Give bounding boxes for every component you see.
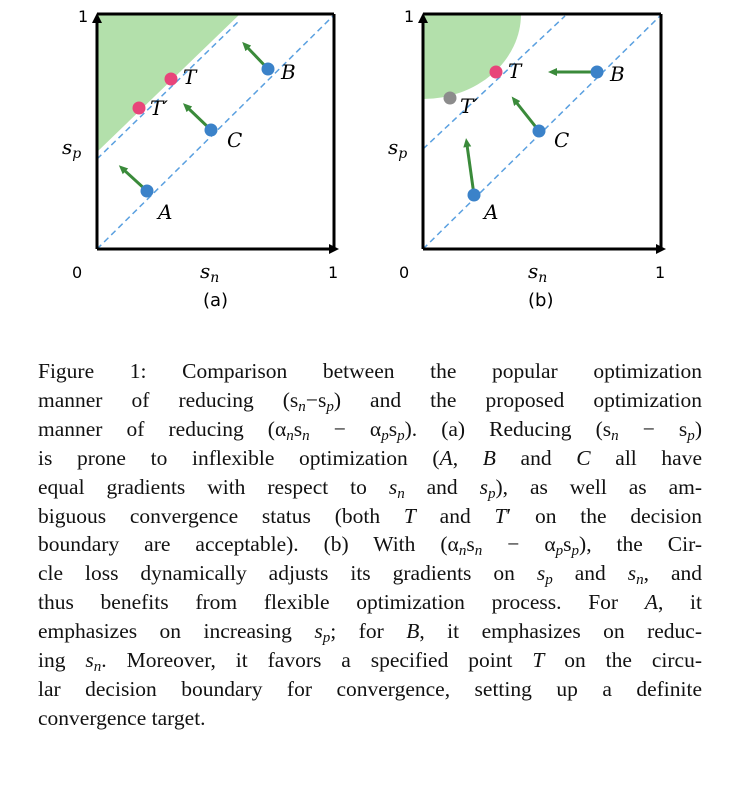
- panel-a-label-t-prime: T′: [150, 96, 168, 120]
- panel-a-label-a: A: [158, 200, 173, 224]
- panel-a-label-t: T: [183, 65, 197, 89]
- panel-a-caption-label: (a): [203, 290, 229, 311]
- caption-line: cle loss dynamically adjusts its gradients on $s_p$ and $s_n$, and: [38, 561, 703, 589]
- panel-b-label-b: B: [610, 62, 625, 86]
- panel-b-caption-label: (b): [528, 290, 554, 311]
- caption-line: ing $s_n$. Moreover, it favors a specified point T on the circu-: [38, 648, 702, 675]
- panel-b-point-a: [468, 189, 481, 202]
- panel-a-point-t: [165, 73, 178, 86]
- caption-line: Figure 1: Comparison between the popular optimization: [38, 359, 702, 383]
- panel-a: [62, 7, 338, 311]
- caption-line: convergence target.: [38, 705, 206, 730]
- panel-b-label-t: T: [508, 59, 522, 83]
- panel-a-y-axis-label: $s_p$: [62, 135, 82, 162]
- panel-b-origin-label: 0: [399, 263, 410, 282]
- panel-b-label-a: A: [484, 200, 499, 224]
- caption-line: manner of reducing $(\alpha_ns_n - \alpha_ps_p)$. (a) Reducing $(s_n - s_p)$: [38, 416, 702, 444]
- panel-a-label-b: B: [281, 60, 296, 84]
- caption-line: boundary are acceptable). (b) With $(\alpha_ns_n - \alpha_ps_p)$, the Cir-: [38, 532, 703, 560]
- panel-b-point-b: [591, 66, 604, 79]
- panel-a-point-a: [141, 185, 154, 198]
- panel-b-label-c: C: [554, 128, 570, 152]
- caption-line: thus benefits from flexible optimization process. For A, it: [38, 590, 702, 615]
- panel-a-label-c: C: [227, 128, 243, 152]
- panel-a-point-c: [205, 124, 218, 137]
- figure-diagrams: [0, 0, 737, 330]
- panel-a-x-max-label: 1: [328, 263, 339, 282]
- panel-a-origin-label: 0: [72, 263, 83, 282]
- panel-b-y-max-label: 1: [404, 7, 415, 26]
- panel-b-arrow-a: [467, 145, 474, 195]
- figure-caption: [38, 357, 702, 733]
- panel-b-label-t-prime: T′: [460, 94, 478, 118]
- caption-line: equal gradients with respect to $s_n$ and $s_p$), as well as am-: [38, 474, 702, 502]
- panel-a-point-b: [262, 63, 275, 76]
- panel-b-acceptance-region: [423, 14, 521, 99]
- panel-a-y-max-label: 1: [78, 7, 89, 26]
- panel-a-x-axis-label: $s_n$: [200, 259, 220, 286]
- panel-b-point-t-prime: [444, 92, 457, 105]
- panel-b-point-t: [490, 66, 503, 79]
- caption-line: emphasizes on increasing $s_p$; for B, it emphasizes on reduc-: [38, 619, 703, 646]
- panel-b: [388, 7, 665, 311]
- panel-b-x-axis-label: $s_n$: [528, 259, 548, 286]
- panel-b-y-axis-label: $s_p$: [388, 135, 408, 162]
- caption-line: biguous convergence status (both T and T′ on the decision: [38, 503, 703, 528]
- panel-a-point-t-prime: [133, 102, 146, 115]
- caption-line: lar decision boundary for convergence, setting up a definite: [38, 676, 702, 701]
- caption-line: is prone to inflexible optimization (A, B and C all have: [38, 445, 703, 470]
- caption-line: manner of reducing $(s_n-s_p)$ and the proposed optimization: [38, 387, 703, 415]
- panel-b-point-c: [533, 125, 546, 138]
- panel-b-x-max-label: 1: [655, 263, 666, 282]
